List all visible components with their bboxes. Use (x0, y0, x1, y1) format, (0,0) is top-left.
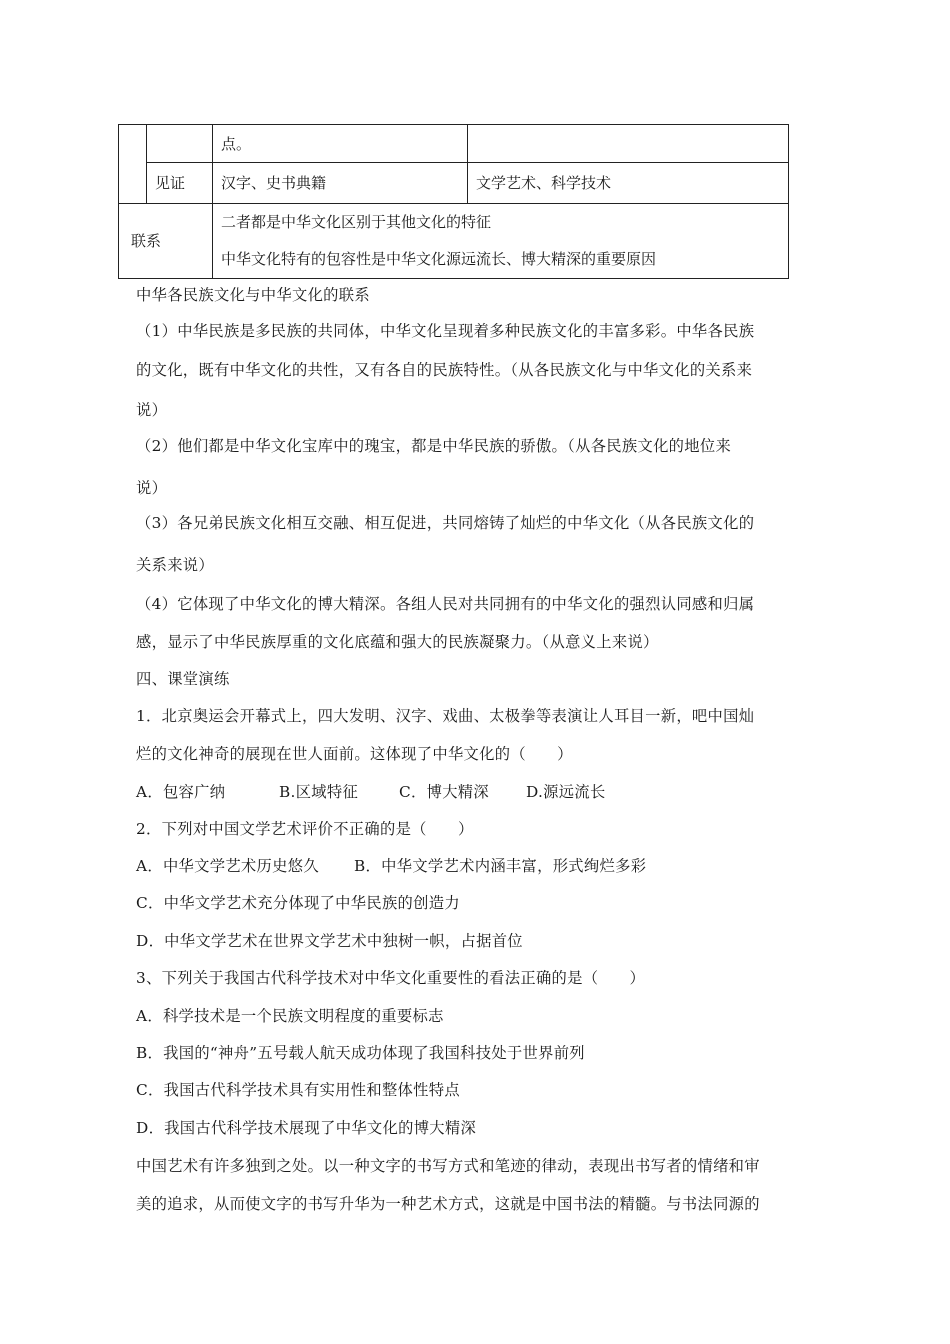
table-cell: 文学艺术、科学技术 (468, 163, 789, 204)
table-cell: 点。 (213, 125, 468, 163)
section-heading: 四、课堂演练 (136, 670, 230, 688)
connection-line: 二者都是中华文化区别于其他文化的特征 (221, 213, 492, 231)
option: C．我国古代科学技术具有实用性和整体性特点 (136, 1081, 460, 1099)
table-cell-blank (119, 125, 147, 204)
option: B．中华文学艺术内涵丰富，形式绚烂多彩 (354, 857, 647, 875)
question-3: 3、下列关于我国古代科学技术对中华文化重要性的看法正确的是（ ） (136, 969, 646, 987)
paragraph-line: 美的追求，从而使文字的书写升华为一种艺术方式，这就是中国书法的精髓。与书法同源的 (136, 1195, 760, 1213)
table-cell-blank (147, 125, 213, 163)
question-2-options (136, 854, 816, 878)
option: B.区域特征 (279, 783, 359, 801)
row-label-connection: 联系 (119, 204, 213, 279)
option: C．博大精深 (399, 783, 489, 801)
paragraph-line: （4）它体现了中华文化的博大精深。各组人民对共同拥有的中华文化的强烈认同感和归属 (136, 595, 755, 613)
paragraph-line: 感，显示了中华民族厚重的文化底蕴和强大的民族凝聚力。（从意义上来说） (136, 633, 659, 651)
option: C．中华文学艺术充分体现了中华民族的创造力 (136, 894, 460, 912)
option: D．中华文学艺术在世界文学艺术中独树一帜，占据首位 (136, 932, 523, 950)
paragraph-line: （1）中华民族是多民族的共同体，中华文化呈现着多种民族文化的丰富多彩。中华各民族 (136, 322, 755, 340)
question-2: 2．下列对中国文学艺术评价不正确的是（ ） (136, 820, 474, 838)
comparison-table (118, 124, 788, 280)
paragraph-line: 说） (136, 401, 168, 419)
option: D.源远流长 (526, 783, 606, 801)
table-cell: 汉字、史书典籍 (213, 163, 468, 204)
table-cell-connection (213, 204, 789, 279)
table-row (119, 204, 789, 279)
section-heading: 中华各民族文化与中华文化的联系 (136, 286, 370, 304)
option: A．科学技术是一个民族文明程度的重要标志 (136, 1007, 444, 1025)
option: D．我国古代科学技术展现了中华文化的博大精深 (136, 1119, 477, 1137)
row-label-witness: 见证 (147, 163, 213, 204)
paragraph-line: 的文化，既有中华文化的共性，又有各自的民族特性。（从各民族文化与中华文化的关系来 (136, 361, 753, 379)
option: A．中华文学艺术历史悠久 (136, 857, 319, 875)
option: B．我国的“神舟”五号载人航天成功体现了我国科技处于世界前列 (136, 1044, 585, 1062)
paragraph-line: （2）他们都是中华文化宝库中的瑰宝，都是中华民族的骄傲。（从各民族文化的地位来 (136, 437, 732, 455)
question-1-cont: 烂的文化神奇的展现在世人面前。这体现了中华文化的（ ） (136, 745, 573, 763)
table-row (119, 163, 789, 204)
paragraph-line: （3）各兄弟民族文化相互交融、相互促进，共同熔铸了灿烂的中华文化（从各民族文化的 (136, 514, 755, 532)
option: A．包容广纳 (136, 783, 226, 801)
table-row (119, 125, 789, 163)
paragraph-line: 说） (136, 479, 168, 497)
connection-line: 中华文化特有的包容性是中华文化源远流长、博大精深的重要原因 (221, 250, 657, 268)
paragraph-line: 中国艺术有许多独到之处。以一种文字的书写方式和笔迹的律动，表现出书写者的情绪和审 (136, 1157, 760, 1175)
question-1: 1．北京奥运会开幕式上，四大发明、汉字、戏曲、太极拳等表演让人耳目一新，吧中国灿 (136, 707, 755, 725)
table-cell (468, 125, 789, 163)
question-1-options (136, 780, 816, 804)
paragraph-line: 关系来说） (136, 556, 214, 574)
